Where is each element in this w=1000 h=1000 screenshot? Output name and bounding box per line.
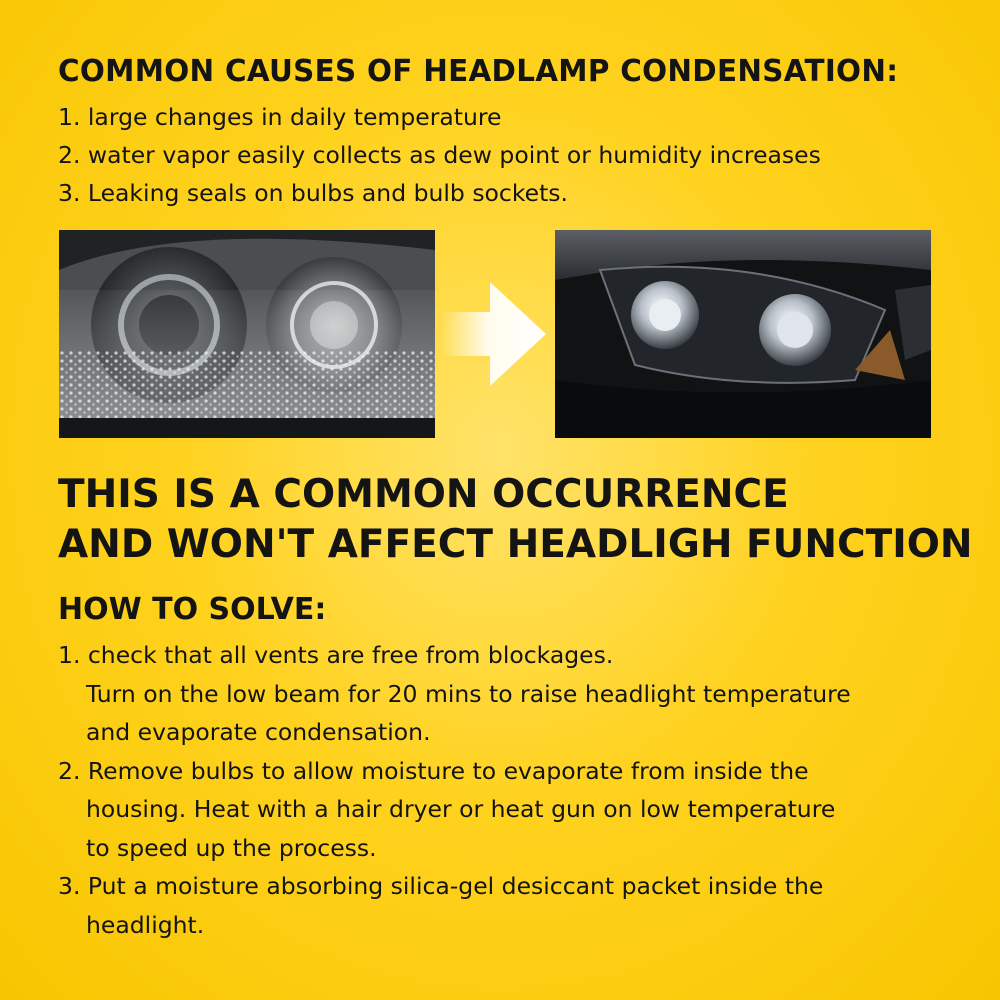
solve-item [58, 636, 851, 752]
solve-item [58, 752, 851, 868]
cause-item: 1. large changes in daily temperature [58, 103, 502, 131]
cause-item: 2. water vapor easily collects as dew point or humidity increases [58, 141, 821, 169]
causes-heading: COMMON CAUSES OF HEADLAMP CONDENSATION: [58, 54, 899, 89]
solve-item-continuation: headlight. [86, 910, 205, 939]
solve-item-continuation: to speed up the process. [86, 833, 377, 862]
clear-headlight-illustration [555, 230, 931, 438]
solve-item-continuation: Turn on the low beam for 20 mins to raise headlight temperature [86, 679, 851, 708]
solve-list [58, 636, 851, 944]
occurrence-line-2: AND WON'T AFFECT HEADLIGH FUNCTION [58, 522, 973, 567]
solve-item-continuation: and evaporate condensation. [86, 718, 431, 746]
occurrence-heading [58, 470, 973, 570]
cause-item: 3. Leaking seals on bulbs and bulb sockets. [58, 179, 569, 207]
causes-list [58, 98, 821, 212]
right-arrow-icon [440, 282, 550, 387]
solve-item-text: 1. check that all vents are free from blockages. [58, 641, 614, 669]
foggy-headlight-photo [59, 230, 435, 438]
solve-heading: HOW TO SOLVE: [58, 592, 327, 627]
solve-item-continuation: housing. Heat with a hair dryer or heat gun on low temperature [86, 795, 836, 823]
foggy-headlight-illustration [59, 230, 435, 438]
occurrence-line-1: THIS IS A COMMON OCCURRENCE [58, 472, 789, 517]
clear-headlight-photo [555, 230, 931, 438]
solve-item-text: 2. Remove bulbs to allow moisture to evaporate from inside the [58, 756, 809, 785]
solve-item [58, 867, 851, 944]
solve-item-text: 3. Put a moisture absorbing silica-gel desiccant packet inside the [58, 872, 824, 900]
